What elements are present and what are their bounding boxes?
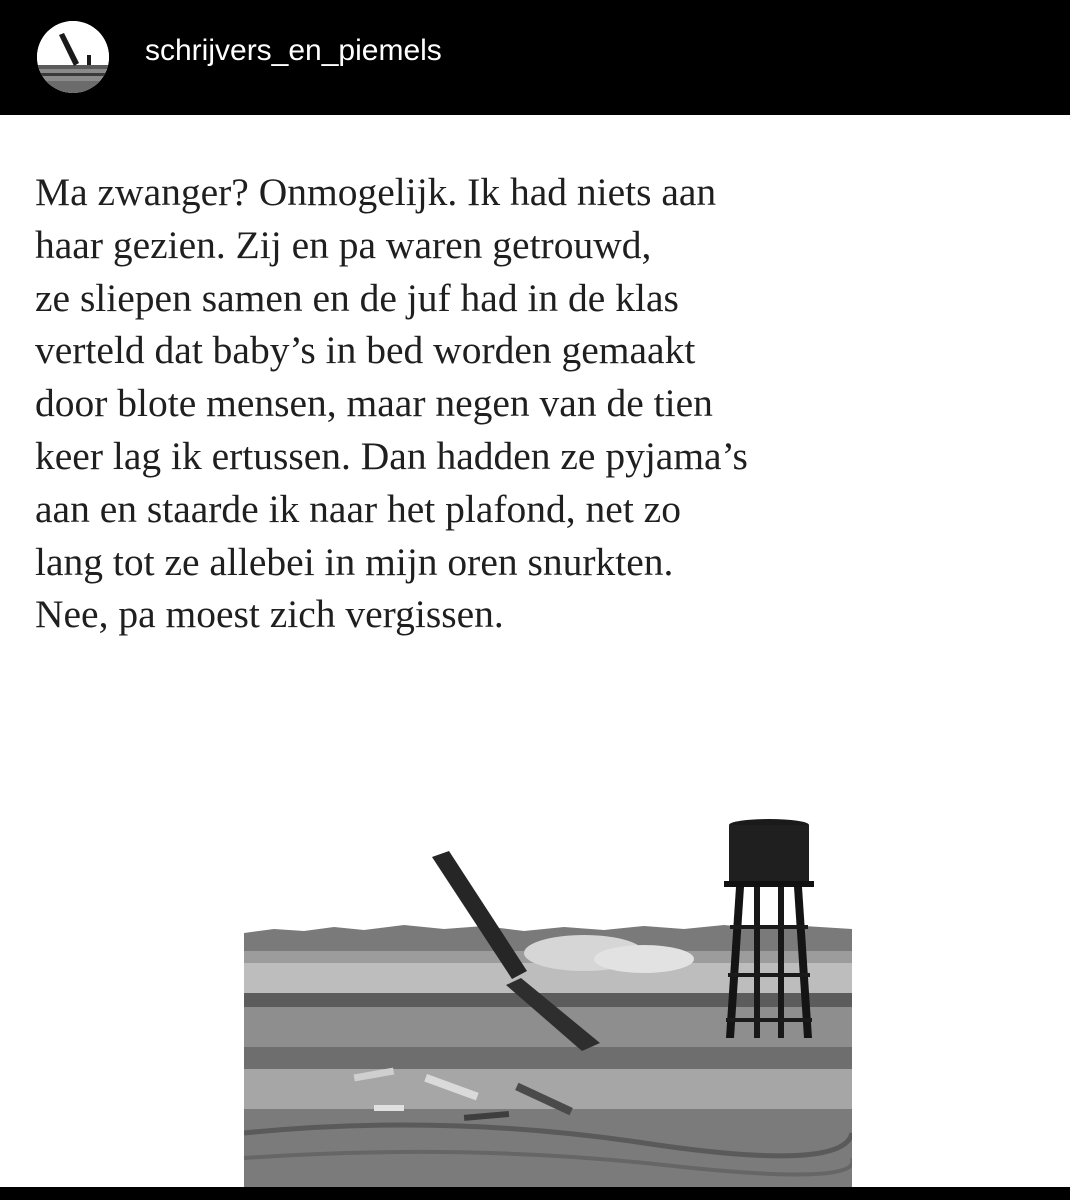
demolition-photo <box>244 813 852 1188</box>
text-line: aan en staarde ik naar het plafond, net zo <box>35 486 681 531</box>
text-line: ze sliepen samen en de juf had in de klas <box>35 275 679 320</box>
collapsing-chimney-and-water-tower-photo <box>244 813 852 1188</box>
text-line: lang tot ze allebei in mijn oren snurkten. <box>35 539 674 584</box>
post-text <box>35 166 1045 641</box>
text-line: door blote mensen, maar negen van de tien <box>35 381 713 426</box>
text-line: verteld dat baby’s in bed worden gemaakt <box>35 328 696 373</box>
profile-header <box>0 0 1070 115</box>
username[interactable]: schrijvers_en_piemels <box>145 34 442 67</box>
bottom-bar <box>0 1187 1070 1200</box>
text-line: Nee, pa moest zich vergissen. <box>35 592 504 637</box>
text-line: haar gezien. Zij en pa waren getrouwd, <box>35 222 652 267</box>
text-line: Ma zwanger? Onmogelijk. Ik had niets aan <box>35 170 717 214</box>
profile-avatar[interactable] <box>37 21 109 93</box>
falling-chimney-icon <box>37 21 109 93</box>
text-line: keer lag ik ertussen. Dan hadden ze pyjama’s <box>35 433 748 478</box>
